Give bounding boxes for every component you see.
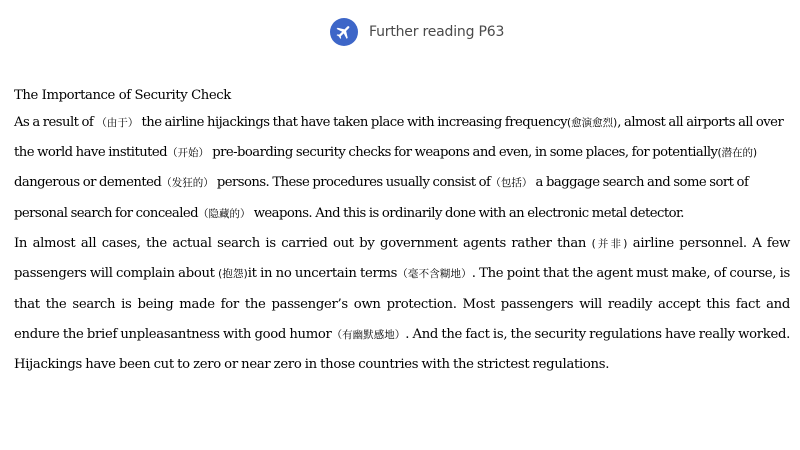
- paragraph-2-text: it in no uncertain terms: [247, 266, 398, 282]
- chinese-gloss: （发狂的）: [161, 177, 214, 190]
- paragraph-2-text: In almost all cases, the actual search is carried out by government agents rather than: [14, 235, 592, 251]
- paragraph-2-text: airline personnel. A few passengers will complain about: [14, 235, 790, 282]
- further-reading-label: Further reading P63: [369, 24, 505, 40]
- article: [14, 84, 790, 380]
- chinese-gloss: （开始）: [167, 147, 210, 160]
- chinese-gloss: (抱怨): [218, 268, 248, 281]
- paragraph-1-text: As a result of: [14, 115, 97, 130]
- paragraph-1-text: , almost all airports all over the world have instituted: [14, 115, 784, 161]
- paragraph-1-text: weapons. And this is ordinarily done with an electronic metal detector.: [250, 205, 684, 221]
- chinese-gloss: (潜在的): [717, 147, 758, 160]
- paragraph-2-text: . The point that the agent must make, of course, is that the search is being made for the passenger’s own protection. Most passengers will readily accept this fact and endure the brief unpleasantness with good humor: [14, 266, 790, 342]
- chinese-gloss: （毫不含糊地）: [397, 268, 472, 281]
- chinese-gloss: （隐藏的）: [198, 207, 251, 220]
- chinese-gloss: （包括）: [490, 177, 533, 190]
- chinese-gloss: （由于）: [96, 117, 139, 129]
- paragraph-2: [14, 229, 790, 380]
- paragraph-1-text: dangerous or demented: [14, 175, 162, 191]
- further-reading-header: [330, 16, 504, 48]
- chinese-gloss: （有幽默感地）: [331, 328, 406, 341]
- article-title: The Importance of Security Check: [14, 88, 231, 103]
- paragraph-1-text: persons. These procedures usually consist of: [213, 175, 491, 191]
- paragraph-1: [14, 108, 790, 229]
- paragraph-1-text: a baggage search and some sort of personal search for concealed: [14, 175, 749, 221]
- paragraph-1-text: pre-boarding security checks for weapons and even, in some places, for potentially: [209, 145, 718, 161]
- paragraph-2-text: . And the fact is, the security regulations have really worked. Hijackings have been cut to zero or near zero in those countries with the strictest regulations.: [14, 326, 791, 373]
- paragraph-1-text: the airline hijackings that have taken place with increasing frequency: [138, 115, 568, 130]
- chinese-gloss: (愈演愈烈): [567, 117, 618, 129]
- airplane-icon: [330, 18, 358, 46]
- chinese-gloss: (并非): [591, 237, 628, 250]
